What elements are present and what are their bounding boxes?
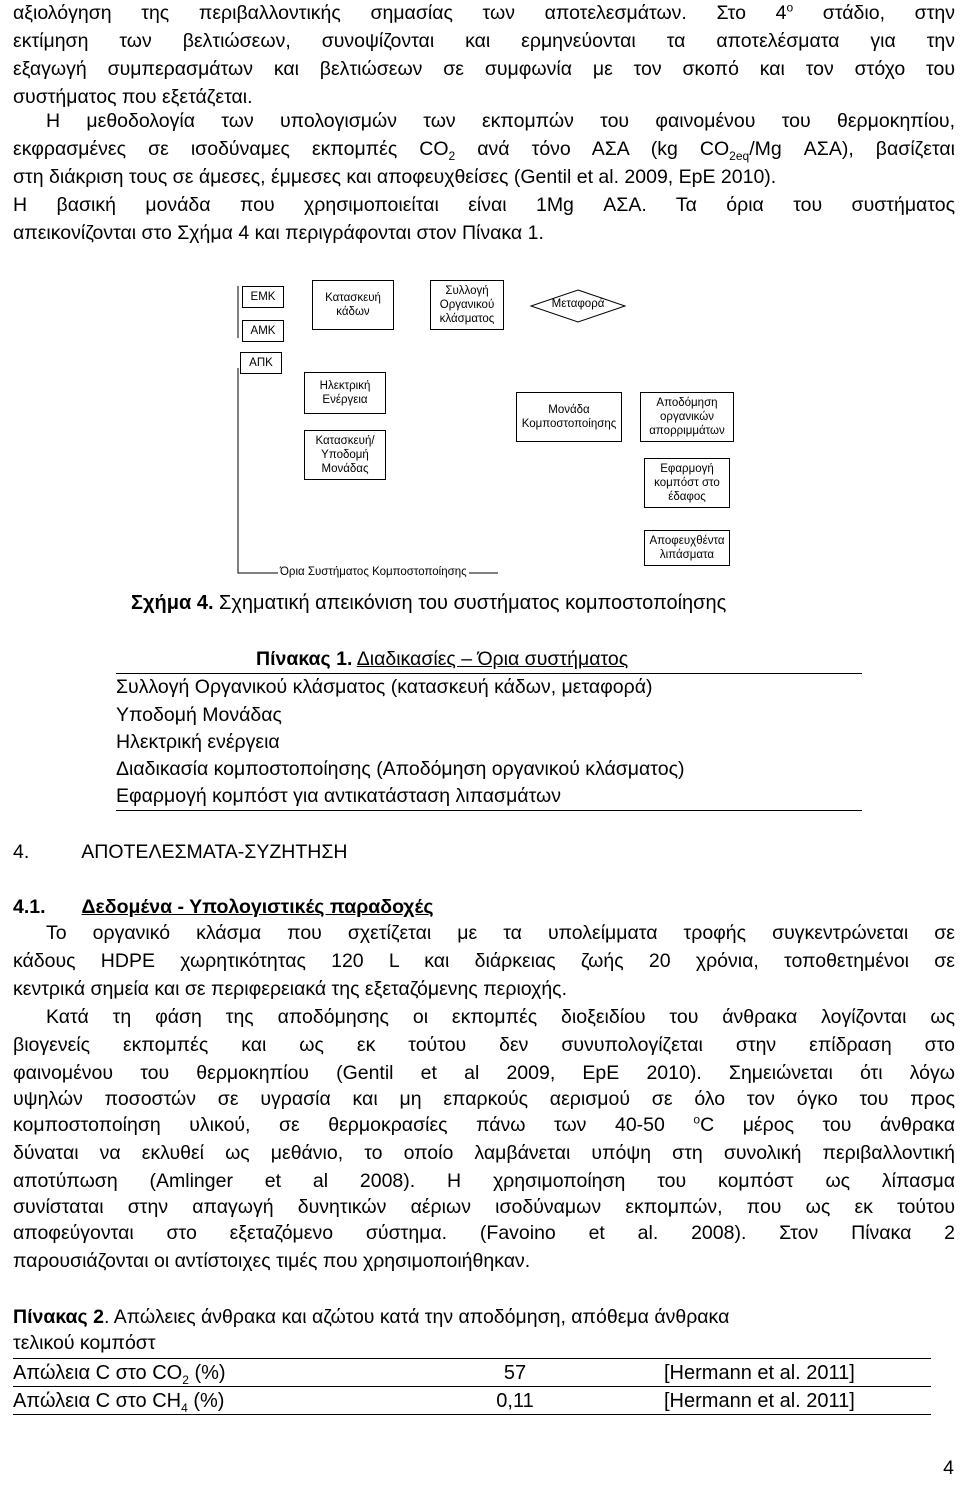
para4-line2: βιογενείς εκπομπές και ως εκ τούτου δεν συνυπολογίζεται στην επίδραση στο [13, 1034, 955, 1056]
para1-line1: αξιολόγηση της περιβαλλοντικής σημασίας των αποτελεσμάτων. Στο $4^o$ στάδιο, στην [13, 0, 955, 24]
para1-line2: εκτίμηση των βελτιώσεων, συνοψίζονται και ερμηνεύονται τα αποτελέσματα για την [13, 30, 955, 52]
para4-line7: αποτύπωση (Amlinger et al 2008). Η χρησιμοποίηση του κομπόστ ως λίπασμα [13, 1170, 955, 1192]
construction-box: Κατασκευή/ Υποδομή Μονάδας [304, 430, 386, 480]
para3-line3: κεντρικά σημεία και σε περιφερειακά της εξεταζόμενης περιοχής. [13, 978, 567, 1000]
para2-line1: Η μεθοδολογία των υπολογισμών των εκπομπών του φαινομένου του θερμοκηπίου, [46, 110, 955, 132]
table1-row-1: Συλλογή Οργανικού κλάσματος (κατασκευή κάδων, μεταφορά) [116, 676, 653, 698]
application-box: Εφαρμογή κομπόστ στο έδαφος [644, 458, 730, 508]
apk-box: ΑΠΚ [240, 352, 282, 374]
table2-top-rule [13, 1358, 931, 1359]
para4-line3: φαινομένου του θερμοκηπίου (Gentil et al 2009, ΕpΕ 2010). Σημειώνεται ότι λόγω [13, 1062, 955, 1084]
emk-box: ΕΜΚ [242, 286, 284, 308]
para1-line3: εξαγωγή συμπερασμάτων και βελτιώσεων σε συμφωνία με τον σκοπό και τον στόχο του [13, 58, 955, 80]
table2-mid-rule [13, 1386, 931, 1387]
table2-caption-line1: Πίνακας 2. Απώλειες άνθρακα και αζώτου κατά την αποδόμηση, απόθεμα άνθρακα [13, 1306, 730, 1328]
system-diagram [228, 268, 748, 588]
transport-label: Μεταφορά [551, 298, 605, 310]
collection-box: Συλλογή Οργανικού κλάσματος [430, 280, 504, 330]
section41-heading: 4.1. Δεδομένα - Υπολογιστικές παραδοχές [13, 896, 434, 918]
para4-line10: παρουσιάζονται οι αντίστοιχες τιμές που χρησιμοποιήθηκαν. [13, 1250, 531, 1272]
para2-line2: εκφρασμένες σε ισοδύναμες εκπομπές $CO_2$ ανά τόνο ΑΣΑ (kg $CO_{2eq}/Mg$ ΑΣΑ), βασίζεται [13, 138, 955, 163]
page-number: 4 [943, 1457, 954, 1479]
table2-row2-ref: [Hermann et al. 2011] [664, 1390, 855, 1412]
avoided-fertilizers-box: Αποφευχθέντα λιπάσματα [644, 530, 730, 566]
table1-bottom-rule [116, 810, 862, 811]
table1-title: Πίνακας 1. Διαδικασίες – Όρια συστήματος [256, 648, 629, 670]
para4-line1: Κατά τη φάση της αποδόμησης οι εκπομπές διοξειδίου του άνθρακα λογίζονται ως [46, 1006, 955, 1028]
boundary-label: Όρια Συστήματος Κομποστοποίησης [280, 566, 467, 578]
compost-unit-box: Μονάδα Κομποστοποίησης [516, 392, 622, 442]
table1-row-2: Υποδομή Μονάδας [116, 704, 282, 726]
table2-caption-line2: τελικού κομπόστ [13, 1332, 156, 1354]
amk-box: ΑΜΚ [242, 320, 284, 342]
para1-line4: συστήματος που εξετάζεται. [13, 86, 253, 108]
para4-line5: κομποστοποίηση υλικού, σε θερμοκρασίες πάνω των 40-50 $^o$C μέρος του άνθρακα [13, 1112, 955, 1136]
para2-line5: απεικονίζονται στο Σχήμα 4 και περιγράφονται στον Πίνακα 1. [13, 222, 544, 244]
para3-line1: Το οργανικό κλάσμα που σχετίζεται με τα υπολείμματα τροφής συγκεντρώνεται σε [46, 922, 955, 944]
para4-line6: δύναται να εκλυθεί ως μεθάνιο, το οποίο λαμβάνεται υπόψη στη συνολική περιβαλλοντική [13, 1142, 955, 1164]
section4-heading: 4. ΑΠΟΤΕΛΕΣΜΑΤΑ-ΣΥΖΗΤΗΣΗ [13, 841, 348, 863]
table2-row2-label: Απώλεια C στο $CH_4$ (%) [13, 1390, 225, 1415]
para4-line9: αποφεύγονται στο εξεταζόμενο σύστημα. (Favoino et al. 2008). Στον Πίνακα 2 [13, 1222, 955, 1244]
table2-row1-label: Απώλεια C στο $CO_2$ (%) [13, 1362, 226, 1387]
bins-box: Κατασκευή κάδων [312, 280, 394, 330]
para4-line8: συνίσταται στην απαγωγή δυνητικών αέριων ισοδύναμων εκπομπών, που ως εκ τούτου [13, 1196, 955, 1218]
para2-line4: Η βασική μονάδα που χρησιμοποιείται είναι 1Mg ΑΣΑ. Τα όρια του συστήματος [13, 194, 955, 216]
electricity-box: Ηλεκτρική Ενέργεια [304, 372, 386, 414]
degradation-box: Αποδόμηση οργανικών απορριμμάτων [640, 392, 734, 442]
figure-caption: Σχήμα 4. Σχηματική απεικόνιση του συστήματος κομποστοποίησης [131, 592, 727, 614]
table2-row1-ref: [Hermann et al. 2011] [664, 1362, 855, 1384]
table1-row-5: Εφαρμογή κομπόστ για αντικατάσταση λιπασμάτων [116, 785, 561, 807]
table2-row1-value: 57 [503, 1362, 527, 1384]
table2-bottom-rule [13, 1414, 931, 1415]
para2-line3: στη διάκριση τους σε άμεσες, έμμεσες και αποφευχθείσες (Gentil et al. 2009, ΕpΕ 2010). [13, 166, 777, 188]
table1-row-3: Ηλεκτρική ενέργεια [116, 731, 280, 753]
table1-row-4: Διαδικασία κομποστοποίησης (Αποδόμηση οργανικού κλάσματος) [116, 758, 685, 780]
para4-line4: υψηλών ποσοστών σε υγρασία και μη επαρκούς αερισμού σε όλο τον όγκο του προς [13, 1088, 955, 1110]
para3-line2: κάδους HDPE χωρητικότητας 120 L και διάρκειας ζωής 20 χρόνια, τοποθετημένοι σε [13, 950, 955, 972]
table2-row2-value: 0,11 [496, 1390, 534, 1412]
